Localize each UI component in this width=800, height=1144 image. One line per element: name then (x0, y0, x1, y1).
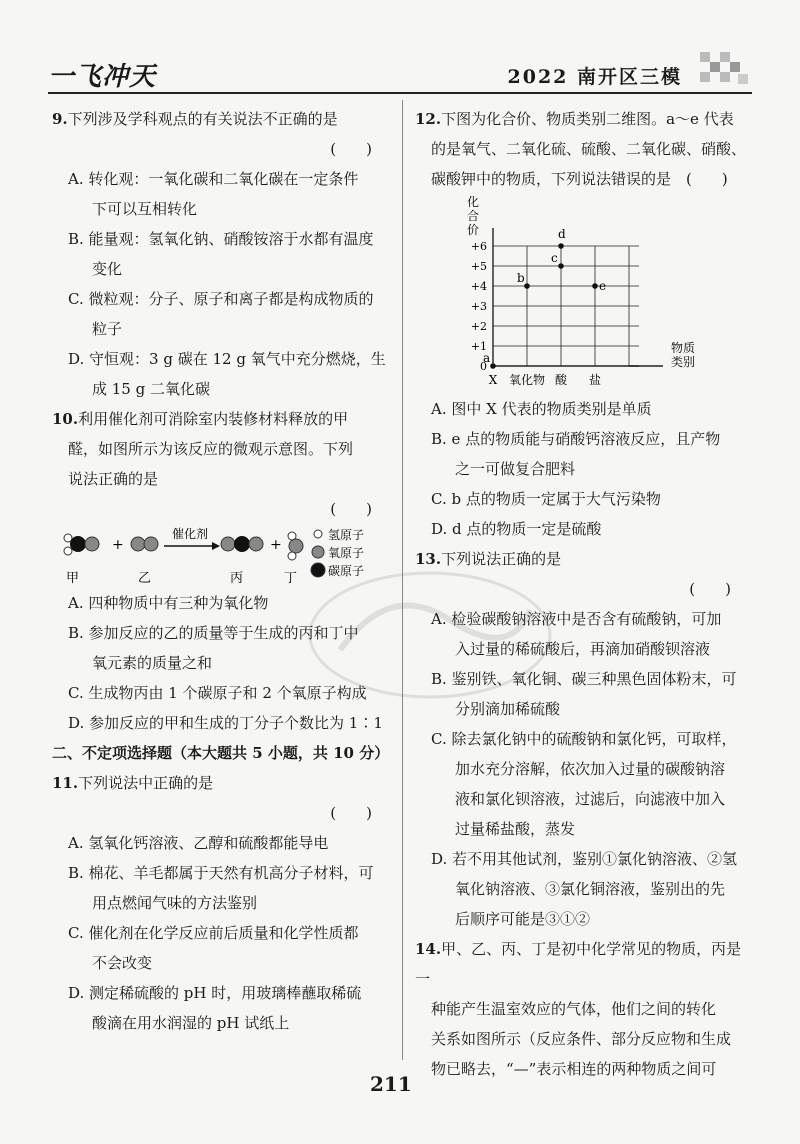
question-number: 13. (415, 550, 442, 568)
text-line: 物已略去，“—”表示相连的两种物质之间可 (431, 1060, 717, 1078)
y-tick-label: 0 (480, 360, 487, 373)
x-tick-label: X (488, 373, 498, 387)
legend-label: 氧原子 (328, 546, 365, 560)
y-axis-label: 合 (466, 209, 480, 223)
text-line: 碳酸钾中的物质，下列说法错误的是 ( ) (431, 170, 728, 188)
section-heading: 二、不定项选择题（本大题共 5 小题，共 10 分） (52, 744, 390, 762)
text-line: 种能产生温室效应的气体，他们之间的转化 (431, 1000, 717, 1018)
question-line (52, 768, 392, 798)
question-text: 下图为化合价、物质类别二维图。a～e 代表 (441, 110, 734, 128)
text-line: 说法正确的是 (68, 470, 159, 488)
text-line: 之一可做复合肥料 (455, 460, 576, 478)
text-line: 成 15 g 二氧化碳 (92, 380, 210, 398)
answer-bracket: ( ) (689, 580, 731, 598)
question-text: 下列说法正确的是 (441, 550, 562, 568)
option-line: D. 测定稀硫酸的 pH 时，用玻璃棒蘸取稀硫 (68, 984, 362, 1002)
x-axis-label: 类别 (671, 355, 696, 369)
exam-title: 2022 南开区三模 (507, 66, 682, 88)
text-line: 加水充分溶解，依次加入过量的碳酸钠溶 (455, 760, 726, 778)
text-line: 分别滴加稀硫酸 (455, 700, 561, 718)
data-point (558, 263, 564, 269)
option-line: A. 检验碳酸钠溶液中是否含有硫酸钠，可加 (431, 610, 722, 628)
x-tick-label: 酸 (554, 373, 568, 387)
page-number: 211 (370, 1072, 412, 1096)
text-line: 过量稀盐酸，蒸发 (455, 820, 576, 838)
option-line: C. 生成物丙由 1 个碳原子和 2 个氧原子构成 (68, 684, 367, 702)
y-tick-label: +2 (470, 320, 487, 333)
option-line: C. 除去氯化钠中的硫酸钠和氯化钙，可取样， (431, 730, 737, 748)
option-line: A. 图中 X 代表的物质类别是单质 (431, 400, 652, 418)
text-line: 用点燃闻气味的方法鉴别 (92, 894, 258, 912)
x-axis-label: 物质 (671, 341, 696, 355)
text-line: 不会改变 (92, 954, 153, 972)
option-line: B. 棉花、羊毛都属于天然有机高分子材料，可 (68, 864, 374, 882)
text-line: 氧元素的质量之和 (92, 654, 213, 672)
question-number: 11. (52, 774, 79, 792)
reaction-schematic (52, 524, 392, 588)
y-axis-label: 价 (466, 223, 480, 237)
catalyst-label: 催化剂 (172, 527, 209, 541)
header-logo: 一飞冲天 (48, 62, 157, 92)
text-line: 粒子 (92, 320, 123, 338)
question-line (52, 404, 392, 434)
text-line: 变化 (92, 260, 123, 278)
y-axis-label: 化 (466, 195, 480, 209)
option-line: D. d 点的物质一定是硫酸 (431, 520, 602, 538)
legend-label: 碳原子 (328, 564, 365, 578)
data-point (558, 243, 564, 249)
question-number: 14. (415, 940, 442, 958)
option-line: B. 鉴别铁、氧化铜、碳三种黑色固体粉末，可 (431, 670, 737, 688)
y-tick-label: +4 (470, 280, 487, 293)
left-column (52, 104, 392, 1038)
point-label: a (483, 351, 491, 365)
answer-bracket: ( ) (330, 804, 372, 822)
x-tick-label: 盐 (588, 373, 602, 387)
substance-label: 丁 (284, 571, 298, 586)
option-line: C. 催化剂在化学反应前后质量和化学性质都 (68, 924, 359, 942)
text-line: 下可以互相转化 (92, 200, 198, 218)
option-line: C. 微粒观：分子、原子和离子都是构成物质的 (68, 290, 374, 308)
option-line: A. 四种物质中有三种为氧化物 (68, 594, 269, 612)
option-line: A. 氢氧化钙溶液、乙醇和硫酸都能导电 (68, 834, 329, 852)
answer-bracket: ( ) (330, 140, 372, 158)
point-label: b (517, 271, 525, 285)
y-tick-label: +6 (470, 240, 487, 253)
option-line: D. 参加反应的甲和生成的丁分子个数比为 1∶1 (68, 714, 383, 732)
option-line: D. 若不用其他试剂，鉴别①氯化钠溶液、②氢 (431, 850, 738, 868)
molecule-diagram (52, 524, 392, 588)
header-rule (48, 92, 752, 94)
data-point (592, 283, 598, 289)
text-line: 醛，如图所示为该反应的微观示意图。下列 (68, 440, 354, 458)
text-line: 酸滴在用水润湿的 pH 试纸上 (92, 1014, 290, 1032)
question-number: 12. (415, 110, 442, 128)
plus-sign: + (112, 537, 124, 553)
question-text: 利用催化剂可消除室内装修材料释放的甲 (78, 410, 349, 428)
question-number: 10. (52, 410, 79, 428)
option-line: C. b 点的物质一定属于大气污染物 (431, 490, 661, 508)
point-label: e (599, 279, 607, 293)
question-text: 甲、乙、丙、丁是初中化学常见的物质，丙是一 (415, 940, 742, 988)
chart-svg (415, 194, 745, 399)
answer-bracket: ( ) (330, 500, 372, 518)
option-line: B. 能量观：氢氧化钠、硝酸铵溶于水都有温度 (68, 230, 374, 248)
y-tick-label: +3 (470, 300, 487, 313)
question-line (415, 934, 751, 994)
option-line: D. 守恒观：3 g 碳在 12 g 氧气中充分燃烧，生 (68, 350, 386, 368)
substance-label: 乙 (138, 571, 152, 586)
option-line: A. 转化观：一氧化碳和二氧化碳在一定条件 (68, 170, 359, 188)
text-line: 后顺序可能是③①② (455, 910, 591, 928)
text-line: 关系如图所示（反应条件、部分反应物和生成 (431, 1030, 732, 1048)
text-line: 氧化钠溶液、③氯化铜溶液，鉴别出的先 (455, 880, 726, 898)
plus-sign: + (270, 537, 282, 553)
right-column (415, 104, 751, 1084)
text-line: 入过量的稀硫酸后，再滴加硝酸钡溶液 (455, 640, 711, 658)
data-point (524, 283, 530, 289)
option-line: B. 参加反应的乙的质量等于生成的丙和丁中 (68, 624, 359, 642)
point-label: c (551, 251, 558, 265)
substance-label: 丙 (230, 571, 244, 586)
option-line: B. e 点的物质能与硝酸钙溶液反应，且产物 (431, 430, 721, 448)
point-label: d (558, 227, 566, 241)
question-text: 下列涉及学科观点的有关说法不正确的是 (67, 110, 338, 128)
question-text: 下列说法中正确的是 (78, 774, 214, 792)
legend-label: 氢原子 (328, 528, 365, 542)
y-tick-label: +5 (470, 260, 487, 273)
question-line (52, 104, 392, 134)
question-line (415, 104, 751, 134)
text-line: 的是氧气、二氧化硫、硫酸、二氧化碳、硝酸、 (431, 140, 747, 158)
checker-decoration-icon (700, 52, 748, 88)
valence-category-chart (415, 194, 715, 394)
substance-label: 甲 (66, 571, 80, 586)
text-line: 液和氯化钡溶液，过滤后，向滤液中加入 (455, 790, 726, 808)
y-tick-label: +1 (470, 340, 487, 353)
question-line (415, 544, 751, 574)
x-tick-label: 氧化物 (508, 373, 546, 387)
data-point (490, 363, 496, 369)
question-number: 9. (52, 110, 68, 128)
